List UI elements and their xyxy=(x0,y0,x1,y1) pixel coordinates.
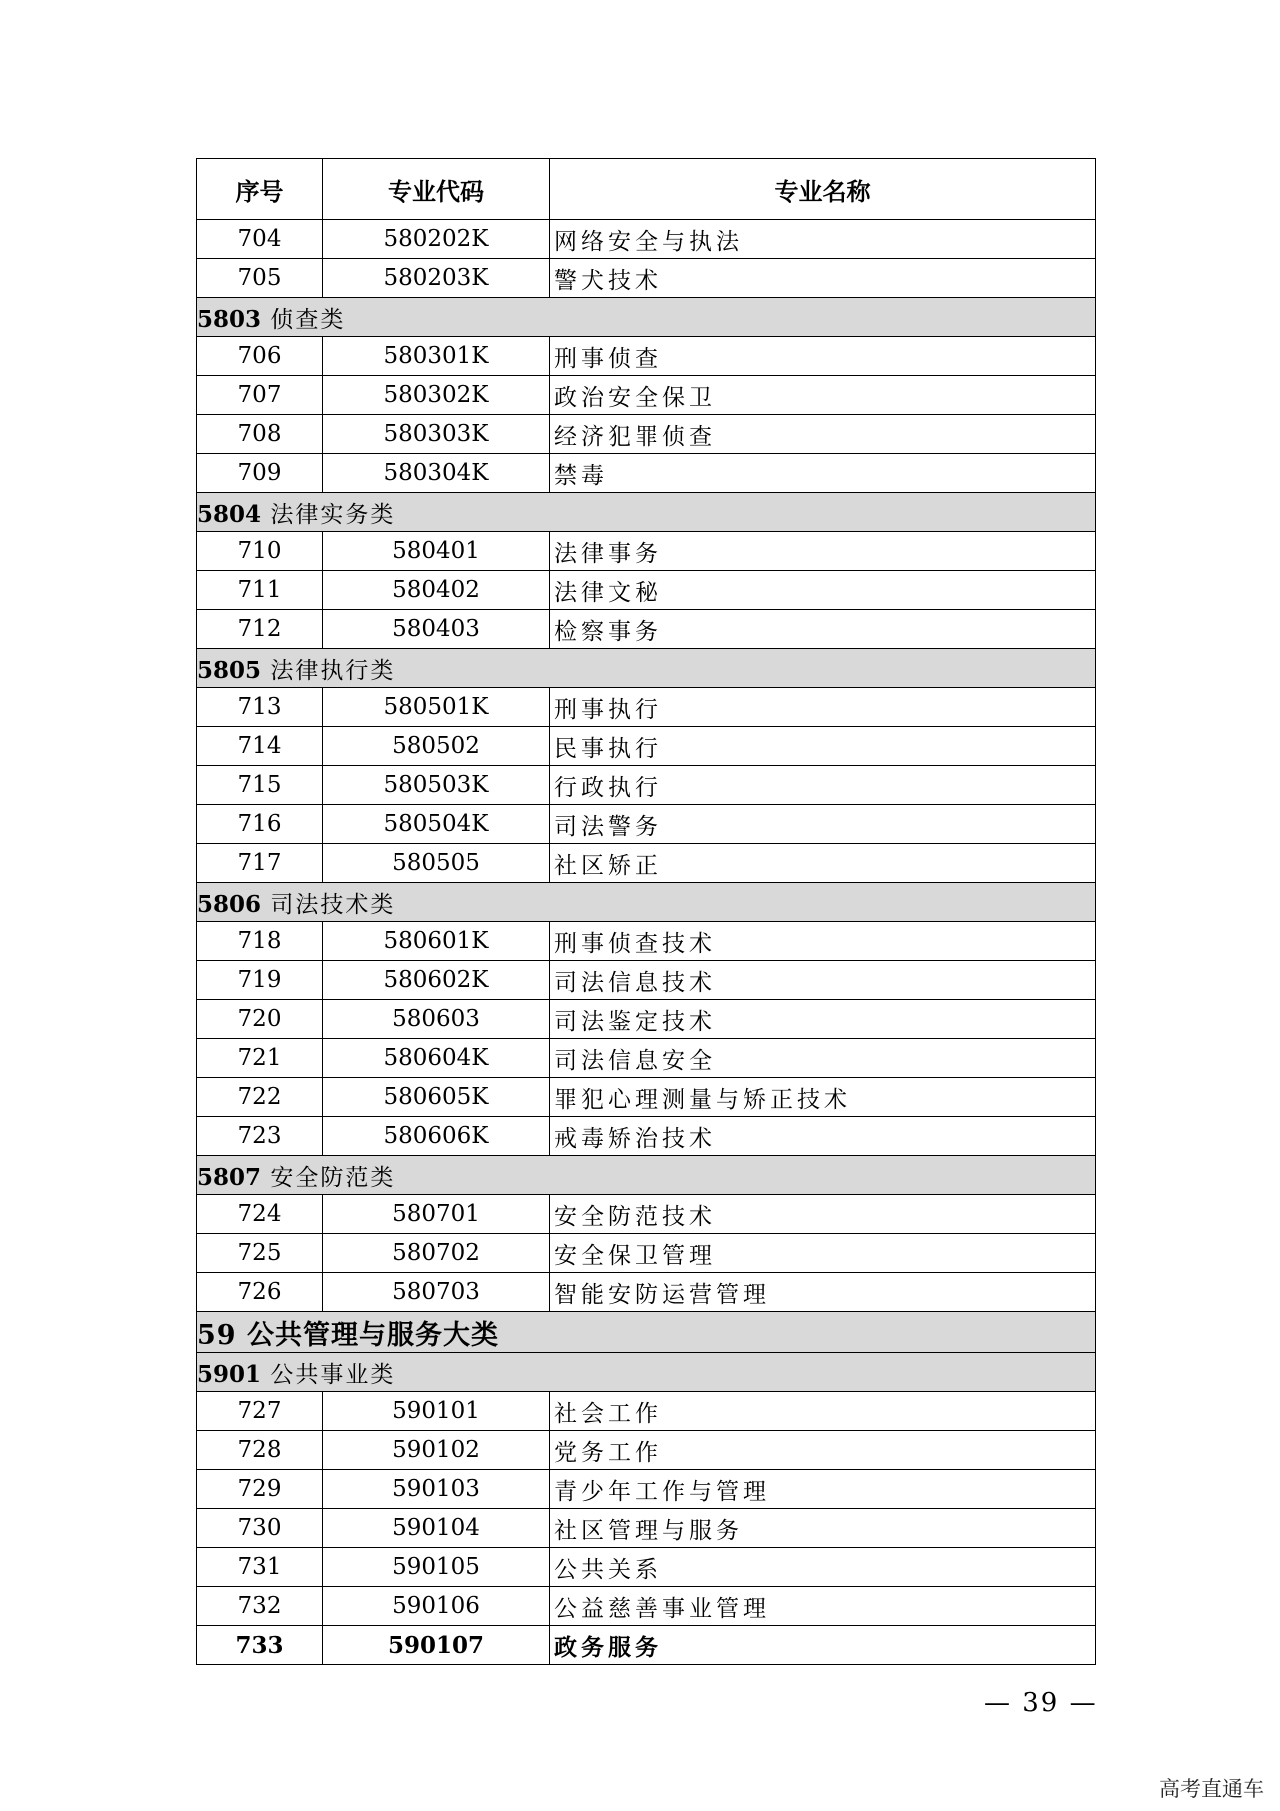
cell-serial-number: 729 xyxy=(197,1470,323,1509)
cell-serial-number: 715 xyxy=(197,766,323,805)
cell-serial-number: 720 xyxy=(197,1000,323,1039)
table-row xyxy=(197,571,1096,610)
category-row xyxy=(197,1353,1096,1392)
cell-major-name: 司法信息安全 xyxy=(550,1039,1096,1078)
category-row xyxy=(197,1156,1096,1195)
cell-major-name: 党务工作 xyxy=(550,1431,1096,1470)
cell-serial-number: 712 xyxy=(197,610,323,649)
category-code: 5803 xyxy=(197,305,262,333)
cell-major-code: 580703 xyxy=(323,1273,550,1312)
table-row xyxy=(197,454,1096,493)
table-row xyxy=(197,1039,1096,1078)
category-cell xyxy=(197,493,1096,532)
table-row xyxy=(197,922,1096,961)
category-code: 5804 xyxy=(197,500,262,528)
cell-serial-number: 721 xyxy=(197,1039,323,1078)
cell-major-name: 公共关系 xyxy=(550,1548,1096,1587)
category-label: 公共事业类 xyxy=(270,1361,396,1388)
header-major-code: 专业代码 xyxy=(323,159,550,220)
cell-major-code: 590105 xyxy=(323,1548,550,1587)
cell-serial-number: 704 xyxy=(197,220,323,259)
table-row xyxy=(197,1470,1096,1509)
cell-major-code: 590101 xyxy=(323,1392,550,1431)
cell-serial-number: 708 xyxy=(197,415,323,454)
cell-major-name: 法律文秘 xyxy=(550,571,1096,610)
cell-major-code: 580202K xyxy=(323,220,550,259)
category-row xyxy=(197,298,1096,337)
category-code: 5806 xyxy=(197,890,262,918)
cell-major-name: 司法警务 xyxy=(550,805,1096,844)
cell-major-code: 580501K xyxy=(323,688,550,727)
cell-major-code: 580203K xyxy=(323,259,550,298)
majors-table xyxy=(196,158,1096,1665)
cell-major-name: 民事执行 xyxy=(550,727,1096,766)
cell-major-code: 580301K xyxy=(323,337,550,376)
cell-major-code: 580702 xyxy=(323,1234,550,1273)
category-cell xyxy=(197,883,1096,922)
cell-serial-number: 723 xyxy=(197,1117,323,1156)
cell-major-name: 刑事执行 xyxy=(550,688,1096,727)
cell-major-name: 网络安全与执法 xyxy=(550,220,1096,259)
category-code: 5807 xyxy=(197,1163,262,1191)
cell-serial-number: 707 xyxy=(197,376,323,415)
header-major-name: 专业名称 xyxy=(550,159,1096,220)
cell-major-code: 580604K xyxy=(323,1039,550,1078)
cell-major-name: 安全保卫管理 xyxy=(550,1234,1096,1273)
cell-major-name: 经济犯罪侦查 xyxy=(550,415,1096,454)
cell-serial-number: 731 xyxy=(197,1548,323,1587)
category-label: 侦查类 xyxy=(270,306,346,333)
category-row xyxy=(197,883,1096,922)
cell-major-code: 590106 xyxy=(323,1587,550,1626)
table-row xyxy=(197,1000,1096,1039)
category-cell xyxy=(197,1156,1096,1195)
cell-serial-number: 714 xyxy=(197,727,323,766)
category-label: 司法技术类 xyxy=(270,891,396,918)
cell-serial-number: 709 xyxy=(197,454,323,493)
category-label: 安全防范类 xyxy=(270,1164,396,1191)
cell-major-name: 法律事务 xyxy=(550,532,1096,571)
cell-major-name: 禁毒 xyxy=(550,454,1096,493)
cell-major-name: 罪犯心理测量与矫正技术 xyxy=(550,1078,1096,1117)
table-row xyxy=(197,1392,1096,1431)
cell-serial-number: 732 xyxy=(197,1587,323,1626)
cell-major-code: 580401 xyxy=(323,532,550,571)
cell-major-code: 580402 xyxy=(323,571,550,610)
table-row xyxy=(197,688,1096,727)
cell-major-name: 社区管理与服务 xyxy=(550,1509,1096,1548)
cell-major-name: 检察事务 xyxy=(550,610,1096,649)
cell-major-name: 警犬技术 xyxy=(550,259,1096,298)
table-body xyxy=(197,220,1096,1665)
category-label: 法律执行类 xyxy=(270,657,396,684)
category-code: 5805 xyxy=(197,656,262,684)
category-row xyxy=(197,649,1096,688)
cell-serial-number: 716 xyxy=(197,805,323,844)
category-cell xyxy=(197,298,1096,337)
table-row xyxy=(197,727,1096,766)
category-label: 法律实务类 xyxy=(270,501,396,528)
table-row xyxy=(197,766,1096,805)
watermark-text: 高考直通车 xyxy=(1159,1777,1264,1801)
cell-serial-number: 733 xyxy=(197,1626,323,1665)
table-row xyxy=(197,337,1096,376)
cell-serial-number: 718 xyxy=(197,922,323,961)
category-row xyxy=(197,493,1096,532)
majors-table-container xyxy=(196,158,1095,1665)
category-cell xyxy=(197,649,1096,688)
cell-major-code: 580502 xyxy=(323,727,550,766)
table-row xyxy=(197,1548,1096,1587)
cell-major-name: 安全防范技术 xyxy=(550,1195,1096,1234)
cell-serial-number: 719 xyxy=(197,961,323,1000)
cell-major-code: 580503K xyxy=(323,766,550,805)
cell-serial-number: 711 xyxy=(197,571,323,610)
cell-serial-number: 730 xyxy=(197,1509,323,1548)
cell-major-name: 政治安全保卫 xyxy=(550,376,1096,415)
cell-major-name: 公益慈善事业管理 xyxy=(550,1587,1096,1626)
table-row xyxy=(197,805,1096,844)
major-category-label: 59 公共管理与服务大类 xyxy=(197,1312,1096,1353)
cell-major-code: 580403 xyxy=(323,610,550,649)
table-row xyxy=(197,220,1096,259)
table-row xyxy=(197,610,1096,649)
table-row xyxy=(197,259,1096,298)
table-row xyxy=(197,1234,1096,1273)
cell-serial-number: 705 xyxy=(197,259,323,298)
cell-serial-number: 710 xyxy=(197,532,323,571)
cell-serial-number: 724 xyxy=(197,1195,323,1234)
category-code: 5901 xyxy=(197,1360,262,1388)
cell-major-name: 社区矫正 xyxy=(550,844,1096,883)
cell-serial-number: 725 xyxy=(197,1234,323,1273)
cell-major-name: 政务服务 xyxy=(550,1626,1096,1665)
cell-major-name: 刑事侦查 xyxy=(550,337,1096,376)
table-row xyxy=(197,1078,1096,1117)
table-header-row xyxy=(197,159,1096,220)
cell-major-code: 580605K xyxy=(323,1078,550,1117)
table-row xyxy=(197,1587,1096,1626)
cell-major-code: 580602K xyxy=(323,961,550,1000)
table-row xyxy=(197,961,1096,1000)
cell-major-code: 590102 xyxy=(323,1431,550,1470)
major-category-row xyxy=(197,1312,1096,1353)
cell-major-name: 行政执行 xyxy=(550,766,1096,805)
cell-major-code: 590103 xyxy=(323,1470,550,1509)
cell-major-code: 590107 xyxy=(323,1626,550,1665)
cell-major-name: 戒毒矫治技术 xyxy=(550,1117,1096,1156)
page-number: — 39 — xyxy=(984,1688,1098,1718)
table-row xyxy=(197,1431,1096,1470)
table-row xyxy=(197,844,1096,883)
cell-major-code: 580601K xyxy=(323,922,550,961)
cell-major-code: 580603 xyxy=(323,1000,550,1039)
cell-major-code: 580701 xyxy=(323,1195,550,1234)
cell-major-code: 580303K xyxy=(323,415,550,454)
cell-major-code: 580304K xyxy=(323,454,550,493)
table-row xyxy=(197,415,1096,454)
cell-major-name: 司法鉴定技术 xyxy=(550,1000,1096,1039)
cell-serial-number: 713 xyxy=(197,688,323,727)
table-row xyxy=(197,1509,1096,1548)
cell-major-name: 刑事侦查技术 xyxy=(550,922,1096,961)
cell-major-name: 智能安防运营管理 xyxy=(550,1273,1096,1312)
cell-major-code: 580505 xyxy=(323,844,550,883)
table-row xyxy=(197,1626,1096,1665)
cell-major-code: 580302K xyxy=(323,376,550,415)
cell-major-code: 580504K xyxy=(323,805,550,844)
category-cell xyxy=(197,1353,1096,1392)
cell-major-code: 590104 xyxy=(323,1509,550,1548)
table-row xyxy=(197,532,1096,571)
header-serial-number: 序号 xyxy=(197,159,323,220)
table-row xyxy=(197,1117,1096,1156)
cell-major-name: 司法信息技术 xyxy=(550,961,1096,1000)
cell-serial-number: 727 xyxy=(197,1392,323,1431)
cell-major-code: 580606K xyxy=(323,1117,550,1156)
table-row xyxy=(197,1273,1096,1312)
table-row xyxy=(197,376,1096,415)
cell-serial-number: 726 xyxy=(197,1273,323,1312)
cell-serial-number: 717 xyxy=(197,844,323,883)
cell-major-name: 社会工作 xyxy=(550,1392,1096,1431)
cell-serial-number: 722 xyxy=(197,1078,323,1117)
cell-serial-number: 706 xyxy=(197,337,323,376)
table-row xyxy=(197,1195,1096,1234)
cell-serial-number: 728 xyxy=(197,1431,323,1470)
cell-major-name: 青少年工作与管理 xyxy=(550,1470,1096,1509)
